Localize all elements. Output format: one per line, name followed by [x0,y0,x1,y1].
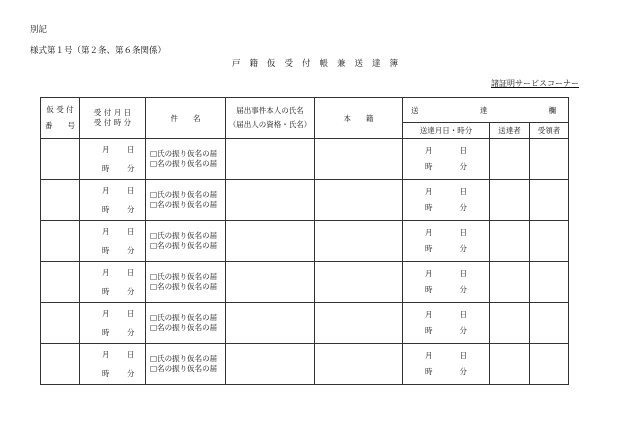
surname-reading-checkbox[interactable]: □氏の振り仮名の届 [150,354,218,363]
cell-recipient[interactable] [530,221,569,262]
header-delivery-char3: 欄 [548,105,556,115]
day-label: 日 [459,310,467,319]
cell-domicile[interactable] [315,344,403,385]
surname-reading-checkbox[interactable]: □氏の振り仮名の届 [150,190,218,199]
cell-receipt-datetime[interactable] [80,344,146,385]
cell-recipient[interactable] [530,180,569,221]
header-recipient: 受領者 [530,123,569,139]
hour-label: 時 [102,246,110,255]
month-label: 月 [102,227,110,236]
minute-label: 分 [127,246,135,255]
hour-label: 時 [425,285,433,294]
cell-deliverer[interactable] [490,262,530,303]
cell-receipt-datetime[interactable] [80,303,146,344]
month-label: 月 [425,351,433,360]
month-label: 月 [425,269,433,278]
month-label: 月 [102,268,110,277]
month-label: 月 [425,228,433,237]
header-domicile: 本 籍 [315,98,403,139]
hour-label: 時 [425,326,433,335]
cell-number[interactable] [41,262,80,303]
month-label: 月 [425,146,433,155]
hour-label: 時 [425,162,433,171]
hour-label: 時 [102,164,110,173]
day-label: 日 [459,146,467,155]
day-label: 日 [459,228,467,237]
cell-notifier[interactable] [226,303,315,344]
day-label: 日 [127,227,135,236]
cell-number[interactable] [41,221,80,262]
header-receipt-date: 受 付 月 日 [93,108,132,117]
header-provisional-number-line1: 仮 受 付 [46,105,74,114]
header-delivery [403,98,569,123]
table-row [41,303,569,344]
day-label: 日 [127,309,135,318]
table-row [41,180,569,221]
minute-label: 分 [459,367,467,376]
hour-label: 時 [425,244,433,253]
cell-subject [146,303,226,344]
cell-receipt-datetime[interactable] [80,221,146,262]
given-name-reading-checkbox[interactable]: □名の振り仮名の届 [150,323,218,332]
day-label: 日 [127,145,135,154]
cell-delivery-datetime[interactable] [403,139,490,180]
header-subject: 件 名 [146,98,226,139]
cell-deliverer[interactable] [490,303,530,344]
cell-recipient[interactable] [530,262,569,303]
cell-delivery-datetime[interactable] [403,262,490,303]
header-notifier [226,98,315,139]
cell-delivery-datetime[interactable] [403,180,490,221]
cell-subject [146,180,226,221]
table-row [41,139,569,180]
cell-domicile[interactable] [315,262,403,303]
day-label: 日 [127,186,135,195]
month-label: 月 [102,350,110,359]
surname-reading-checkbox[interactable]: □氏の振り仮名の届 [150,149,218,158]
register-table [40,97,569,385]
cell-domicile[interactable] [315,180,403,221]
minute-label: 分 [459,244,467,253]
given-name-reading-checkbox[interactable]: □名の振り仮名の届 [150,200,218,209]
day-label: 日 [459,351,467,360]
cell-receipt-datetime[interactable] [80,139,146,180]
minute-label: 分 [127,328,135,337]
cell-recipient[interactable] [530,139,569,180]
month-label: 月 [102,186,110,195]
cell-delivery-datetime[interactable] [403,221,490,262]
minute-label: 分 [459,162,467,171]
cell-delivery-datetime[interactable] [403,344,490,385]
minute-label: 分 [127,287,135,296]
cell-deliverer[interactable] [490,180,530,221]
minute-label: 分 [127,369,135,378]
cell-notifier[interactable] [226,139,315,180]
given-name-reading-checkbox[interactable]: □名の振り仮名の届 [150,159,218,168]
table-row [41,221,569,262]
cell-deliverer[interactable] [490,139,530,180]
cell-subject [146,344,226,385]
hour-label: 時 [102,328,110,337]
header-provisional-number [41,98,80,139]
hour-label: 時 [102,369,110,378]
cell-number[interactable] [41,180,80,221]
cell-receipt-datetime[interactable] [80,180,146,221]
header-delivery-datetime: 送達月日・時分 [403,123,490,139]
month-label: 月 [425,187,433,196]
header-notifier-sub: （届出人の資格・氏名） [228,120,312,129]
hour-label: 時 [425,367,433,376]
cell-delivery-datetime[interactable] [403,303,490,344]
surname-reading-checkbox[interactable]: □氏の振り仮名の届 [150,231,218,240]
header-notifier-main: 届出事件本人の氏名 [236,106,304,115]
given-name-reading-checkbox[interactable]: □名の振り仮名の届 [150,241,218,250]
minute-label: 分 [459,326,467,335]
month-label: 月 [102,145,110,154]
surname-reading-checkbox[interactable]: □氏の振り仮名の届 [150,313,218,322]
cell-receipt-datetime[interactable] [80,262,146,303]
cell-notifier[interactable] [226,221,315,262]
minute-label: 分 [459,203,467,212]
cell-subject [146,262,226,303]
cell-number[interactable] [41,344,80,385]
day-label: 日 [459,187,467,196]
cell-recipient[interactable] [530,303,569,344]
form-number: 様式第１号（第２条、第６条関係） [30,46,167,56]
month-label: 月 [102,309,110,318]
cell-domicile[interactable] [315,221,403,262]
cell-domicile[interactable] [315,303,403,344]
hour-label: 時 [102,287,110,296]
form-title: 戸籍仮受付帳兼送達簿 [231,59,407,69]
header-receipt-datetime [80,98,146,139]
cell-number[interactable] [41,303,80,344]
cell-recipient[interactable] [530,344,569,385]
day-label: 日 [127,350,135,359]
cell-number[interactable] [41,139,80,180]
given-name-reading-checkbox[interactable]: □名の振り仮名の届 [150,364,218,373]
header-delivery-char1: 送 [411,105,419,115]
hour-label: 時 [102,205,110,214]
cell-domicile[interactable] [315,139,403,180]
annex-label: 別記 [30,25,48,35]
minute-label: 分 [459,285,467,294]
cell-deliverer[interactable] [490,221,530,262]
cell-deliverer[interactable] [490,344,530,385]
header-deliverer: 送達者 [490,123,530,139]
header-delivery-char2: 達 [479,105,488,115]
cell-notifier[interactable] [226,180,315,221]
table-row [41,262,569,303]
hour-label: 時 [425,203,433,212]
header-provisional-number-line2: 番 号 [45,121,75,130]
month-label: 月 [425,310,433,319]
given-name-reading-checkbox[interactable]: □名の振り仮名の届 [150,282,218,291]
table-row [41,344,569,385]
cell-notifier[interactable] [226,262,315,303]
cell-notifier[interactable] [226,344,315,385]
cell-subject [146,221,226,262]
surname-reading-checkbox[interactable]: □氏の振り仮名の届 [150,272,218,281]
service-corner-label: 諸証明サービスコーナー [491,79,579,88]
header-receipt-time: 受 付 時 分 [93,118,132,127]
day-label: 日 [127,268,135,277]
cell-subject [146,139,226,180]
minute-label: 分 [127,205,135,214]
day-label: 日 [459,269,467,278]
minute-label: 分 [127,164,135,173]
